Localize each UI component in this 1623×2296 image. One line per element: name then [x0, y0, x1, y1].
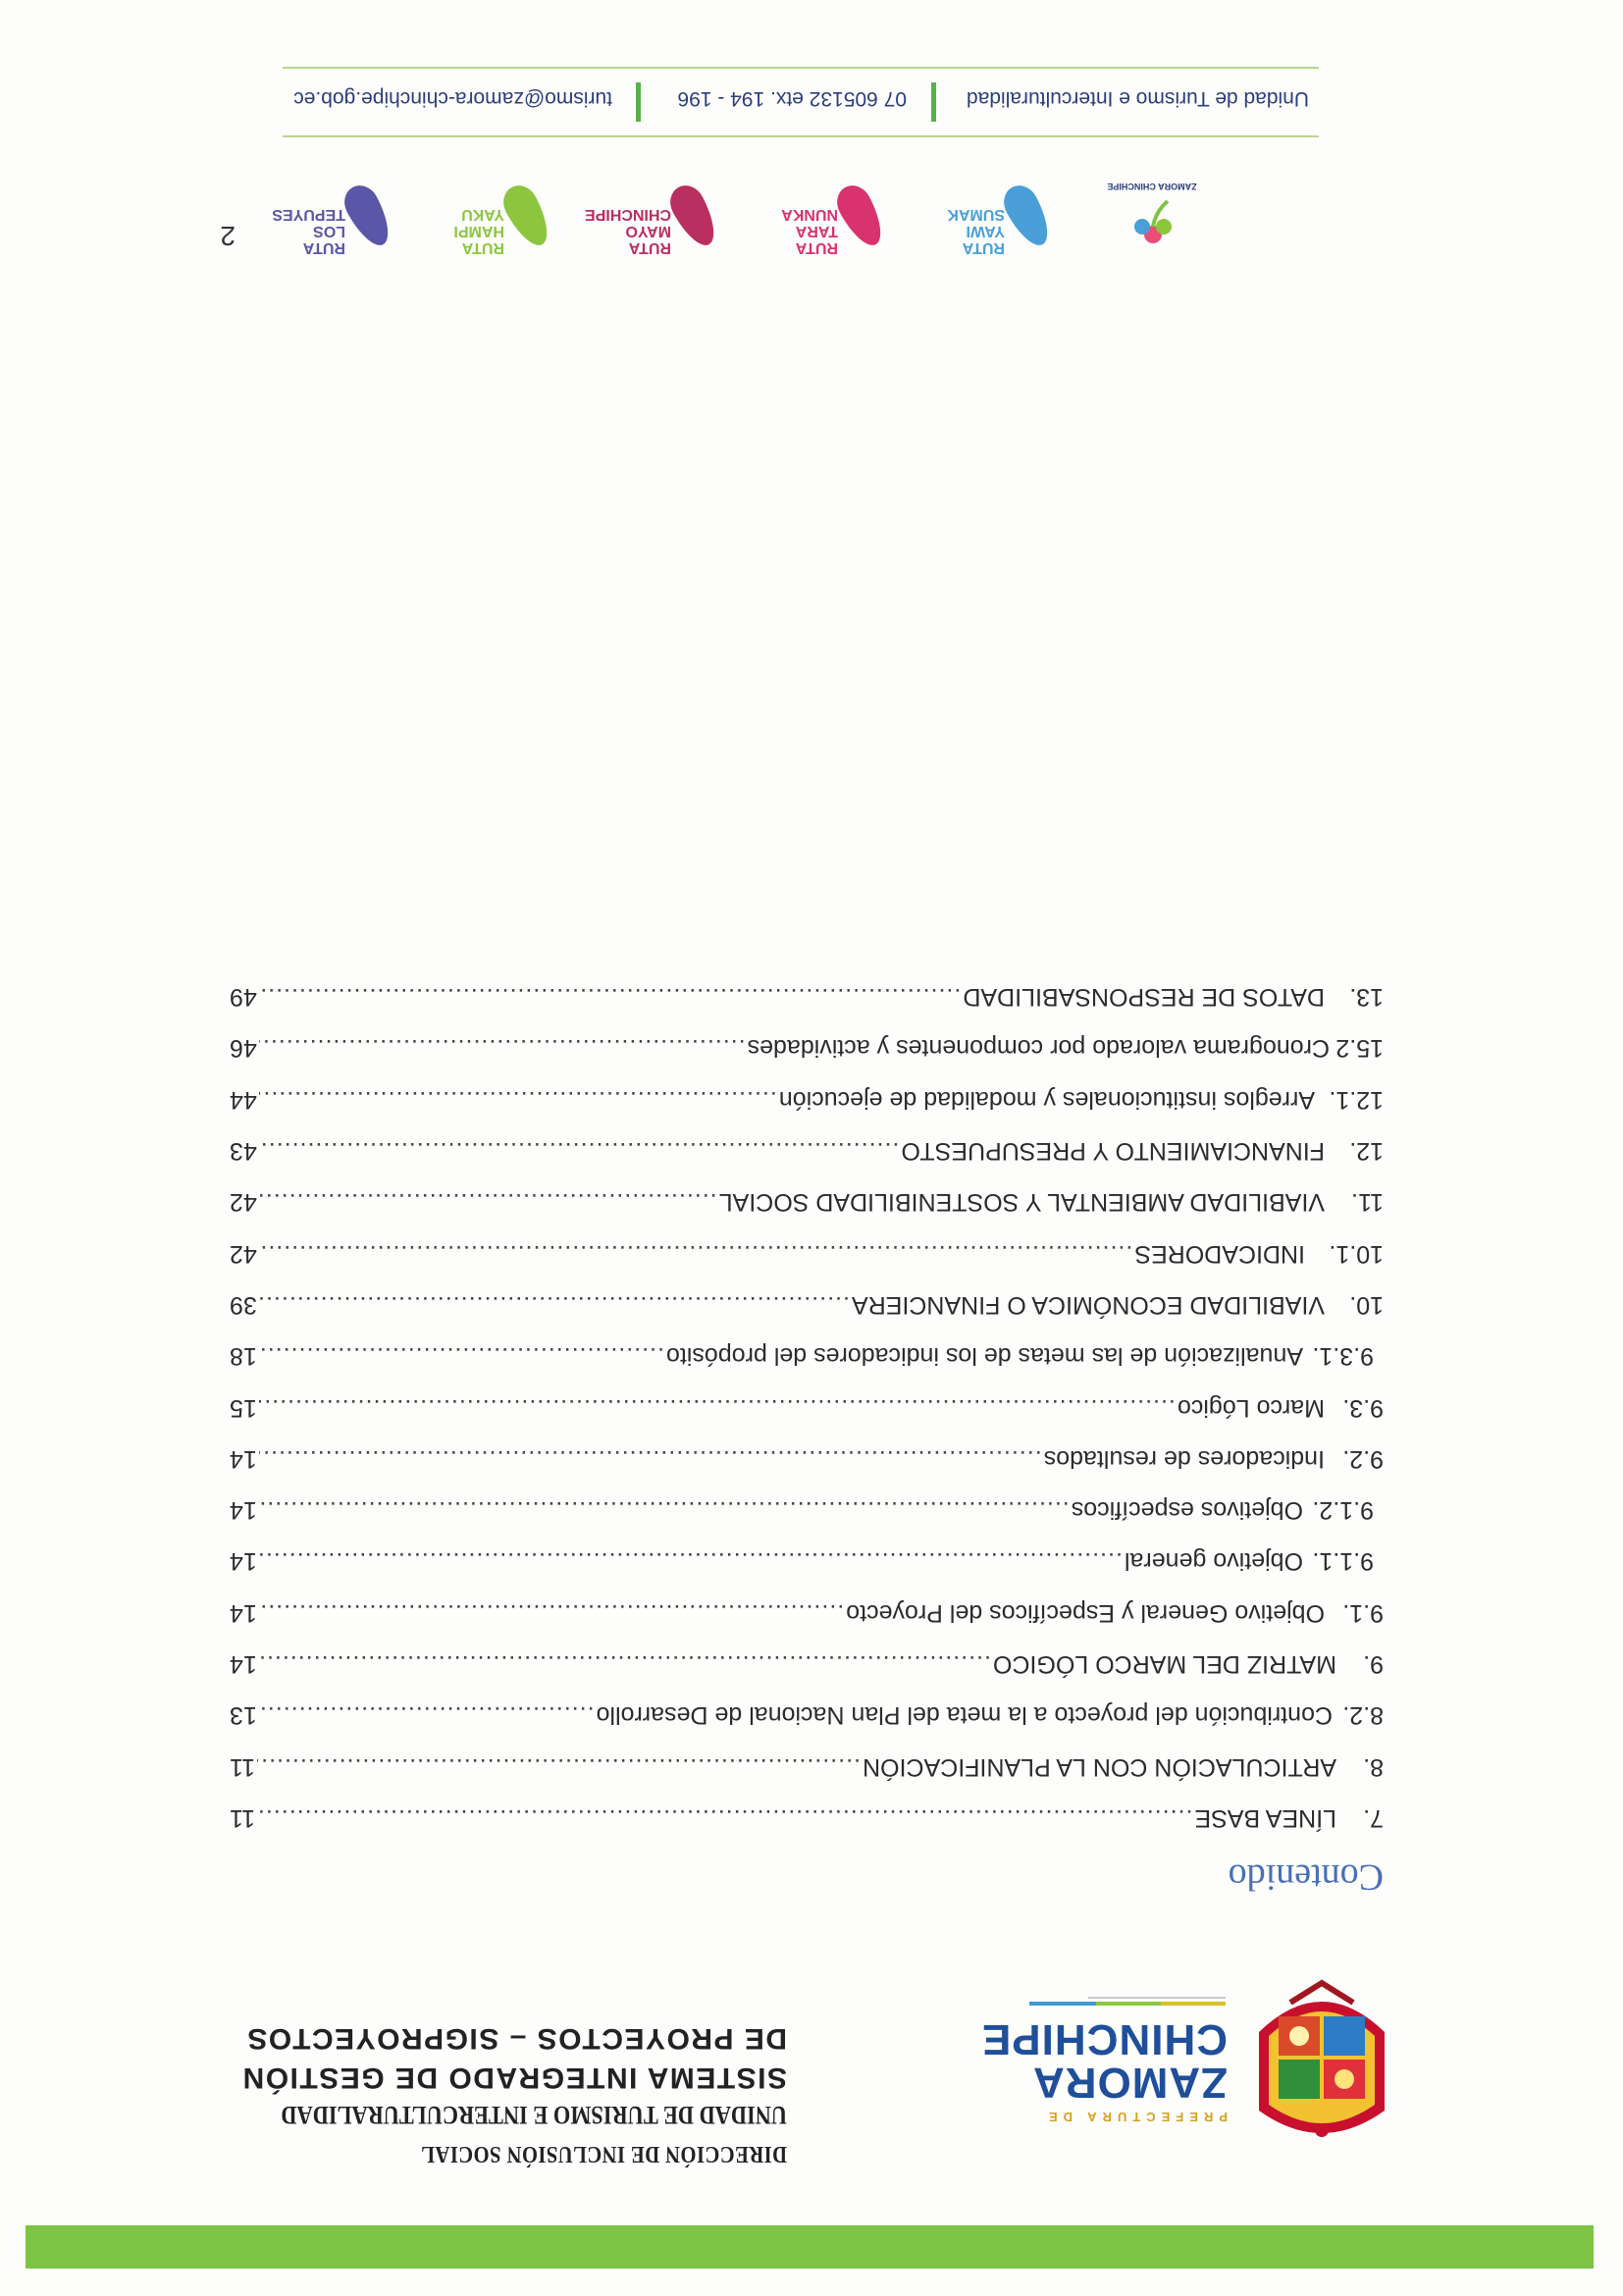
toc-entry-page: 14 [230, 1496, 257, 1525]
logo-text-line: SUMAK [947, 206, 1005, 223]
page-number: 2 [220, 221, 236, 251]
toc-entry-label: DATOS DE RESPONSABILIDAD [963, 983, 1325, 1012]
toc-dot-leader [257, 1803, 1193, 1832]
toc-entry-page: 42 [230, 1188, 257, 1217]
toc-entry[interactable] [230, 1034, 1384, 1073]
toc-entry[interactable] [230, 1085, 1384, 1124]
logo-text-line: YAWI [966, 223, 1005, 239]
toc-entry-page: 18 [230, 1342, 257, 1371]
toc-entry-number: 11. [1351, 1188, 1384, 1217]
toc-dot-leader [259, 1341, 664, 1370]
brand-thin-bar [1088, 1997, 1226, 1999]
ruta-logo [218, 162, 385, 260]
toc-entry-page: 14 [230, 1650, 257, 1679]
toc-entry-label: ARTICULACIÓN CON LA PLANIFICACIÓN [863, 1752, 1336, 1781]
toc-entry[interactable] [230, 1341, 1384, 1381]
toc-entry[interactable] [230, 982, 1384, 1021]
toc-entry-page: 44 [230, 1085, 257, 1114]
logo-text-line: RUTA [795, 239, 838, 256]
toc-dot-leader [259, 1598, 844, 1627]
toc-entry-page: 15 [230, 1393, 257, 1422]
ruta-logo [877, 162, 1044, 260]
toc-entry-number: 12. [1349, 1137, 1384, 1166]
logo-text-line: MAYO [625, 223, 671, 239]
toc-dot-leader [259, 1649, 991, 1678]
toc-entry-page: 13 [230, 1701, 257, 1730]
prefectura-crest-logo [1249, 1975, 1394, 2150]
toc-dot-leader [257, 1752, 861, 1781]
toc-dot-leader [259, 1700, 595, 1729]
toc-entry-label: Contribución del proyecto a la meta del Plan Nacional de Desarrollo [596, 1701, 1333, 1730]
toc-entry-label: Objetivos específicos [1071, 1496, 1303, 1525]
footer-rule-top [283, 135, 1319, 137]
toc-entry-label: INDICADORES [1134, 1239, 1305, 1268]
toc-dot-leader [259, 1547, 1123, 1576]
top-green-band [26, 2225, 1594, 2269]
logo-text-line: HAMPI [453, 223, 504, 239]
toc-entry-number: 9.1.1. [1312, 1547, 1374, 1576]
toc-entry-number: 9.2. [1342, 1444, 1384, 1473]
toc-entry-number: 15.2 [1335, 1034, 1384, 1063]
brand-color-bars [1029, 2002, 1226, 2006]
ruta-logo [710, 162, 877, 260]
footer-email: turismo@zamora-chinchipe.gob.ec [293, 87, 612, 110]
toc-entry-number: 10. [1349, 1291, 1384, 1319]
toc-entry-label: Anualización de las metas de los indicadores del propósito [666, 1342, 1303, 1371]
logo-text-line: RUTA [302, 239, 345, 256]
footer-separator [931, 82, 936, 122]
toc-entry-page: 14 [230, 1598, 257, 1627]
toc-entry-label: Marco Lógico [1177, 1393, 1325, 1422]
toc-entry[interactable] [230, 1547, 1384, 1587]
toc-entry-label: Objetivo General y Específicos del Proyecto [846, 1598, 1325, 1627]
toc-entry[interactable] [230, 1598, 1384, 1638]
toc-entry-label: FINANCIAMIENTO Y PRESUPUESTO [901, 1137, 1325, 1166]
toc-dot-leader [259, 1239, 1133, 1268]
logo-text: ZAMORA CHINCHIPE [1107, 182, 1197, 191]
ruta-logo [377, 162, 544, 260]
toc-entry-page: 14 [230, 1444, 257, 1473]
logo-text-line: TEPUYES [272, 206, 345, 223]
toc-dot-leader [259, 1444, 1042, 1473]
toc-entry[interactable] [230, 1239, 1384, 1278]
toc-entry[interactable] [230, 1649, 1384, 1689]
toc-entry[interactable] [230, 1803, 1384, 1843]
header-system: SISTEMA INTEGRADO DE GESTIÓN [241, 2061, 787, 2094]
brand-zamora: ZAMORA [1031, 2059, 1228, 2107]
toc-title: Contenido [1228, 1856, 1384, 1898]
ruta-logo [544, 162, 710, 260]
zamora-chinchipe-logo [1093, 162, 1211, 260]
footer-rule-bottom [283, 67, 1319, 69]
toc-entry-label: Cronograma valorado por componentes y actividades [747, 1034, 1330, 1063]
header-projects: DE PROYECTOS – SIGPROYECTOS [245, 2022, 787, 2055]
toc-entry-label: MATRIZ DEL MARCO LÓGICO [992, 1650, 1336, 1679]
toc-entry-page: 42 [230, 1239, 257, 1268]
logo-text-line: RUTA [461, 239, 504, 256]
logo-text-line: RUTA [962, 239, 1005, 256]
footer-unit: Unidad de Turismo e Interculturalidad [966, 87, 1309, 110]
toc-dot-leader [259, 1034, 746, 1063]
toc-entry[interactable] [230, 1187, 1384, 1226]
toc-entry-number: 12.1. [1329, 1085, 1384, 1114]
flower-icon [1128, 197, 1178, 256]
toc-entry-page: 11 [230, 1752, 255, 1781]
toc-entry-number: 9.1. [1342, 1598, 1384, 1627]
toc-entry-number: 9.3. [1342, 1393, 1384, 1422]
logo-text-line: TARA [795, 223, 838, 239]
header-direction: DIRECCIÓN DE INCLUSIÓN SOCIAL [420, 2141, 787, 2166]
toc-dot-leader [259, 1085, 777, 1114]
brand-chinchipe: CHINCHIPE [980, 2015, 1228, 2063]
toc-dot-leader [259, 1393, 1176, 1422]
toc-entry-label: Indicadores de resultados [1043, 1444, 1325, 1473]
toc-entry-label: LÍNEA BASE [1194, 1804, 1336, 1832]
toc-entry-number: 7. [1363, 1804, 1384, 1832]
toc-entry-number: 9.3.1. [1312, 1342, 1374, 1371]
toc-entry-page: 39 [230, 1291, 257, 1319]
toc-dot-leader [259, 982, 962, 1011]
toc-entry-number: 8.2. [1342, 1701, 1384, 1730]
toc-entry-page: 14 [230, 1547, 257, 1576]
toc-entry[interactable] [230, 1752, 1384, 1792]
toc-entry-page: 43 [230, 1137, 257, 1166]
toc-dot-leader [259, 1136, 900, 1165]
toc-entry-label: Arreglos institucionales y modalidad de ejecución [778, 1085, 1315, 1114]
toc-dot-leader [259, 1187, 717, 1216]
toc-entry-number: 10.1. [1329, 1239, 1384, 1268]
toc-entry[interactable] [230, 1393, 1384, 1433]
toc-entry[interactable] [230, 1700, 1384, 1740]
footer-phone: 07 605132 etx. 194 - 196 [677, 87, 907, 110]
toc-dot-leader [259, 1495, 1070, 1524]
logo-text-line: NUNKA [781, 206, 838, 223]
toc-entry-label: VIABILIDAD AMBIENTAL Y SOSTENIBILIDAD SOCIAL [718, 1188, 1325, 1217]
logo-text-line: LOS [313, 223, 345, 239]
toc-entry-page: 11 [230, 1804, 255, 1832]
logo-text-line: RUTA [628, 239, 671, 256]
toc-entry-page: 49 [230, 983, 257, 1012]
toc-dot-leader [259, 1290, 850, 1319]
toc-entry[interactable] [230, 1136, 1384, 1175]
header-unit: UNIDAD DE TURISMO E INTERCULTURALIDAD [281, 2101, 787, 2129]
toc-entry-number: 9. [1363, 1650, 1384, 1679]
logo-text-line: YAKU [461, 206, 504, 223]
prefectura-label: PREFECTURA DE [1042, 2110, 1228, 2124]
toc-entry-label: Objetivo general [1124, 1547, 1303, 1576]
leaf-icon [997, 180, 1057, 252]
toc-entry-page: 46 [230, 1034, 257, 1063]
toc-entry[interactable] [230, 1290, 1384, 1330]
toc-entry-number: 9.1.2. [1312, 1496, 1374, 1525]
toc-entry-number: 8. [1363, 1752, 1384, 1781]
toc-entry-number: 13. [1349, 983, 1384, 1012]
toc-entry[interactable] [230, 1495, 1384, 1535]
toc-entry-label: VIABILIDAD ECONÓMICA O FINANCIERA [851, 1291, 1325, 1319]
logo-text-line: CHINCHIPE [584, 206, 671, 223]
toc-entry[interactable] [230, 1444, 1384, 1484]
footer-separator [636, 82, 641, 122]
